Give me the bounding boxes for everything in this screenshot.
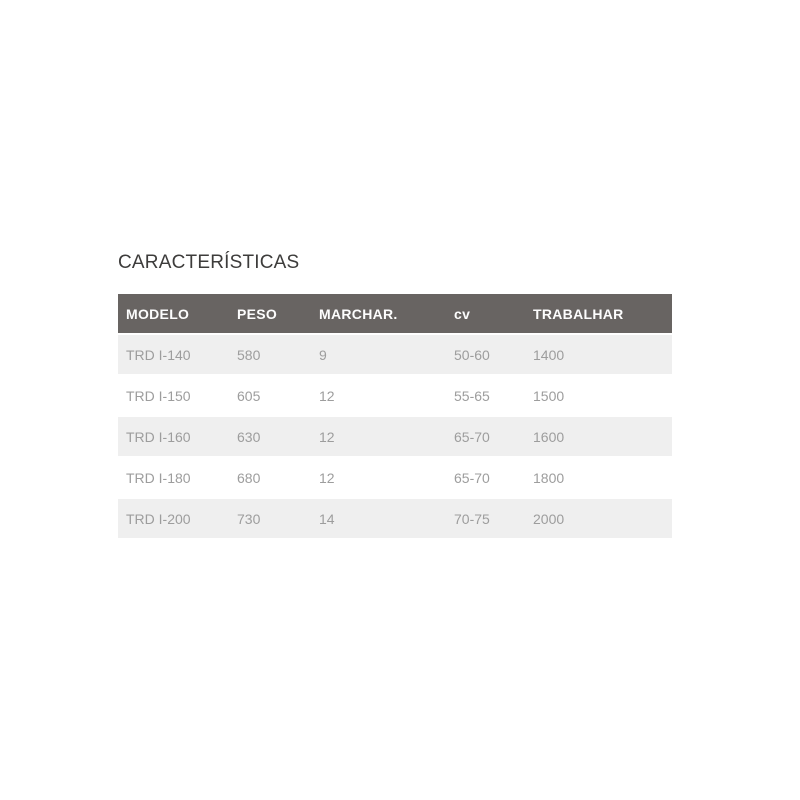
cell-marchar: 9 <box>311 335 446 376</box>
cell-marchar: 12 <box>311 376 446 417</box>
table-row <box>118 376 672 417</box>
col-header-modelo: MODELO <box>118 294 229 335</box>
specs-section <box>118 251 672 540</box>
cell-cv: 55-65 <box>446 376 525 417</box>
cell-peso: 605 <box>229 376 311 417</box>
col-header-peso: PESO <box>229 294 311 335</box>
col-header-trabalhar: TRABALHAR <box>525 294 672 335</box>
table-row <box>118 417 672 458</box>
table-header-row <box>118 294 672 335</box>
cell-marchar: 12 <box>311 458 446 499</box>
col-header-marchar: MARCHAR. <box>311 294 446 335</box>
table-row <box>118 335 672 376</box>
section-title: CARACTERÍSTICAS <box>118 252 300 273</box>
cell-cv: 65-70 <box>446 458 525 499</box>
cell-trabalhar: 1600 <box>525 417 672 458</box>
table-row <box>118 458 672 499</box>
cell-peso: 730 <box>229 499 311 540</box>
cell-trabalhar: 1400 <box>525 335 672 376</box>
cell-cv: 70-75 <box>446 499 525 540</box>
cell-modelo: TRD I-150 <box>118 376 229 417</box>
cell-peso: 630 <box>229 417 311 458</box>
cell-marchar: 14 <box>311 499 446 540</box>
cell-cv: 65-70 <box>446 417 525 458</box>
cell-cv: 50-60 <box>446 335 525 376</box>
cell-modelo: TRD I-140 <box>118 335 229 376</box>
cell-modelo: TRD I-180 <box>118 458 229 499</box>
cell-peso: 580 <box>229 335 311 376</box>
cell-modelo: TRD I-160 <box>118 417 229 458</box>
cell-trabalhar: 1500 <box>525 376 672 417</box>
cell-marchar: 12 <box>311 417 446 458</box>
cell-trabalhar: 2000 <box>525 499 672 540</box>
cell-modelo: TRD I-200 <box>118 499 229 540</box>
spec-table <box>118 294 672 540</box>
table-row <box>118 499 672 540</box>
col-header-cv: cv <box>446 294 525 335</box>
cell-peso: 680 <box>229 458 311 499</box>
cell-trabalhar: 1800 <box>525 458 672 499</box>
